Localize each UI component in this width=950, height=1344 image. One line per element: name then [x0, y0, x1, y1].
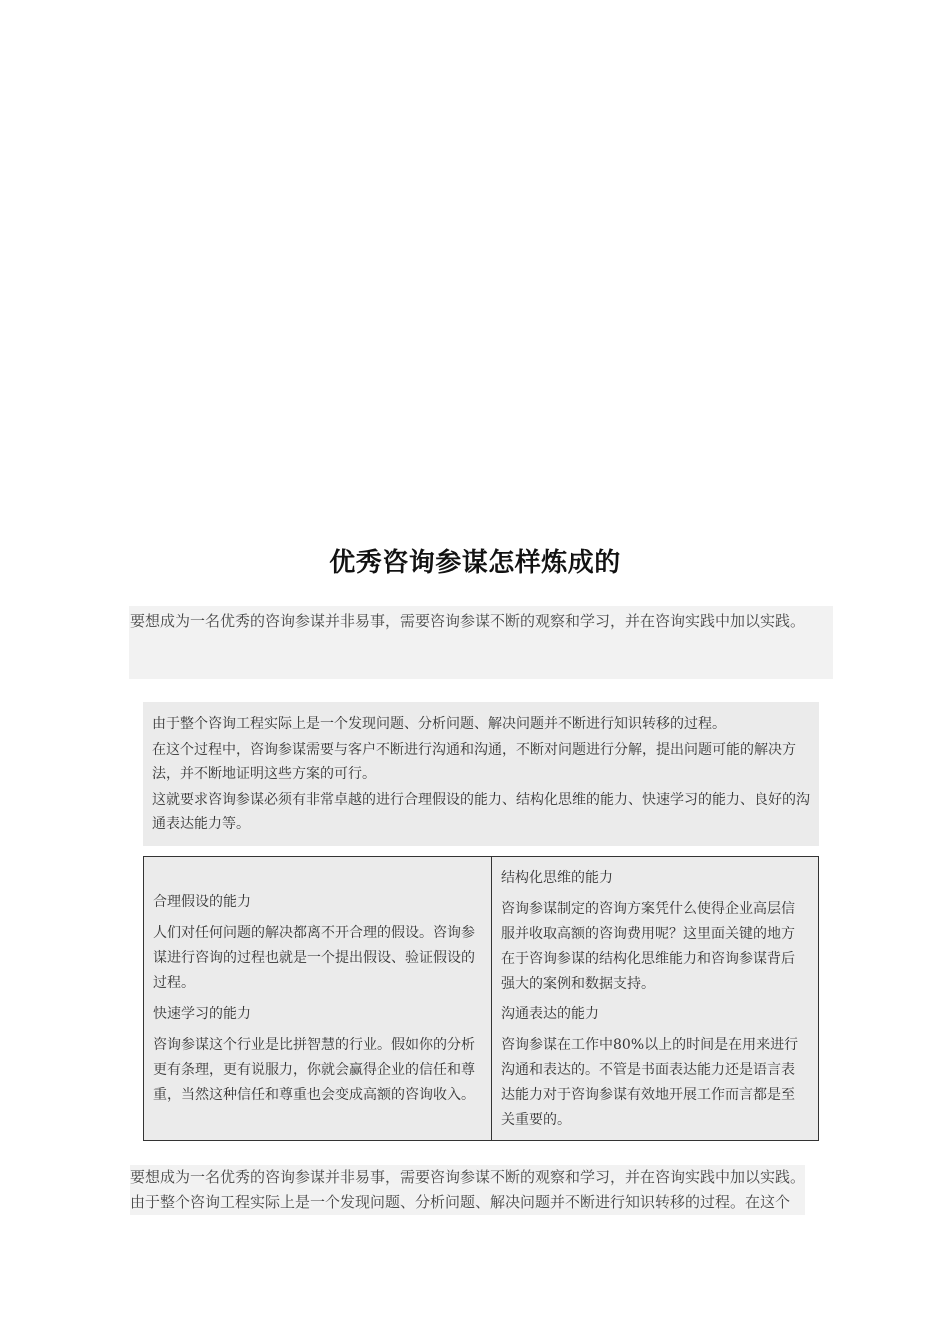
ability-heading-structured-thinking: 结构化思维的能力	[501, 870, 613, 886]
closing-line-1: 要想成为一名优秀的咨询参谋并非易事，需要咨询参谋不断的观察和学习，并在咨询实践中加以实践。	[130, 1165, 805, 1190]
abilities-table	[143, 856, 819, 1141]
ability-heading-learning: 快速学习的能力	[153, 1006, 251, 1022]
page-title: 优秀咨询参谋怎样炼成的	[329, 548, 621, 578]
abilities-column-right	[492, 857, 818, 1140]
abilities-column-left	[144, 857, 492, 1140]
ability-text-structured-thinking: 咨询参谋制定的咨询方案凭什么使得企业高层信服并收取高额的咨询费用呢？这里面关键的地方在于咨询参谋的结构化思维能力和咨询参谋背后强大的案例和数据支持。	[501, 901, 795, 992]
ability-heading-communication: 沟通表达的能力	[501, 1006, 599, 1022]
summary-box	[143, 702, 819, 846]
ability-text-learning: 咨询参谋这个行业是比拼智慧的行业。假如你的分析更有条理，更有说服力，你就会赢得企业的信任和尊重，当然这种信任和尊重也会变成高额的咨询收入。	[153, 1037, 475, 1103]
summary-text	[143, 702, 819, 846]
summary-paragraph-3: 这就要求咨询参谋必须有非常卓越的进行合理假设的能力、结构化思维的能力、快速学习的能力、良好的沟通表达能力等。	[152, 792, 810, 832]
ability-heading-hypothesis: 合理假设的能力	[153, 894, 251, 910]
summary-paragraph-2: 在这个过程中，咨询参谋需要与客户不断进行沟通和沟通，不断对问题进行分解，提出问题可能的解决方法，并不断地证明这些方案的可行。	[152, 742, 796, 782]
intro-paragraph: 要想成为一名优秀的咨询参谋并非易事，需要咨询参谋不断的观察和学习，并在咨询实践中加以实践。	[130, 612, 806, 630]
closing-line-2: 由于整个咨询工程实际上是一个发现问题、分析问题、解决问题并不断进行知识转移的过程。在这个	[130, 1190, 805, 1215]
ability-text-communication: 咨询参谋在工作中80%以上的时间是在用来进行沟通和表达的。不管是书面表达能力还是语言表达能力对于咨询参谋有效地开展工作而言都是至关重要的。	[501, 1037, 799, 1128]
ability-text-hypothesis: 人们对任何问题的解决都离不开合理的假设。咨询参谋进行咨询的过程也就是一个提出假设、验证假设的过程。	[153, 925, 475, 991]
closing-paragraph	[130, 1165, 805, 1215]
summary-paragraph-1: 由于整个咨询工程实际上是一个发现问题、分析问题、解决问题并不断进行知识转移的过程。	[152, 716, 726, 732]
